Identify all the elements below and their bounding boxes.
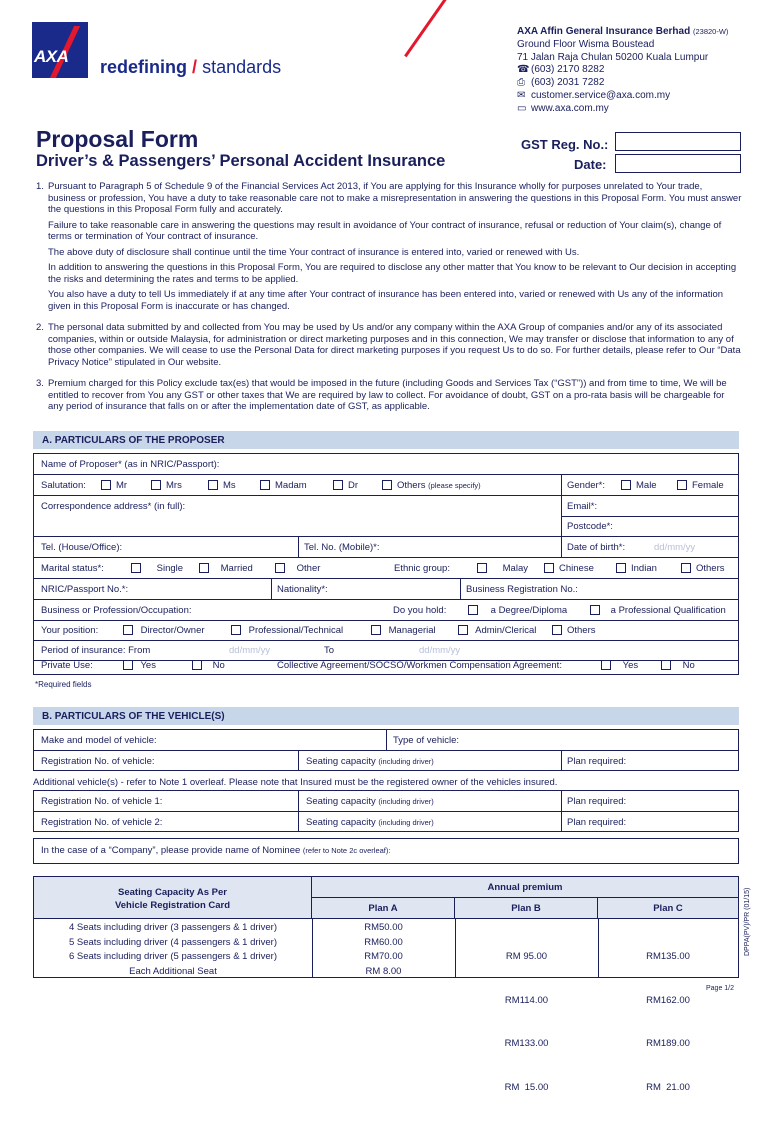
additional-note: Additional vehicle(s) - refer to Note 1 overleaf. Please note that Insured must be the registered owner of the vehicles insured. [33,777,558,788]
reg2-label: Registration No. of vehicle 2: [41,816,163,828]
row-name [34,454,738,475]
brn-label: Business Registration No.: [466,584,578,595]
plan-c-value: RM 21.00 [646,1081,690,1093]
tel-mobile-label: Tel. No. (Mobile)*: [304,542,380,553]
admin-checkbox[interactable] [458,625,468,635]
plan-b-header: Plan B [455,898,598,919]
computer-icon: ▭ [517,102,527,114]
company-address-2: 71 Jalan Raja Chulan 50200 Kuala Lumpur [517,51,709,63]
name-label: Name of Proposer* (as in NRIC/Passport): [41,459,220,470]
row-vehicle-2 [34,812,738,833]
section-a-heading: A. PARTICULARS OF THE PROPOSER [33,431,739,449]
plan1-label: Plan required: [567,796,627,807]
make-label: Make and model of vehicle: [41,735,157,746]
married-checkbox[interactable] [199,563,209,573]
collective-yes-checkbox[interactable] [601,660,611,670]
ethnic-label: Ethnic group: [394,563,450,574]
single-checkbox[interactable] [131,563,141,573]
company-address-1: Ground Floor Wisma Boustead [517,38,655,50]
others2-label: Others [696,563,725,574]
managerial-label: Managerial [388,625,436,636]
degree-checkbox[interactable] [468,605,478,615]
logo-text: AXA [34,47,69,66]
company-reg: (23820-W) [692,27,729,36]
nationality-label: Nationality*: [277,584,328,595]
do-you-hold-label: Do you hold: [393,605,447,616]
form-subtitle: Driver’s & Passengers’ Personal Accident Insurance [36,152,446,170]
mr-label: Mr [116,480,128,491]
seating1-label: Seating capacity [306,796,376,807]
private-yes-label: Yes [140,660,156,671]
nric-label: NRIC/Passport No.*: [41,584,129,595]
professional-checkbox[interactable] [231,625,241,635]
premium-col1-line2: Vehicle Registration Card [114,900,231,911]
plan-b-value: RM114.00 [504,994,549,1006]
required-note: *Required fields [35,680,92,689]
indian-checkbox[interactable] [616,563,626,573]
company-web[interactable]: www.axa.com.my [531,102,609,114]
note-1c: The above duty of disclosure shall continue until the time Your contract of insurance is entered into, varied or renewed with Us. [48,246,580,258]
chinese-checkbox[interactable] [544,563,554,573]
single-label: Single [156,563,184,574]
date-label: Date: [574,157,607,172]
plan-label: Plan required: [567,755,627,767]
plan-c-value: RM162.00 [646,994,690,1006]
section-a-form [33,453,739,675]
plan-b-value: RM 95.00 [505,951,548,962]
madam-checkbox[interactable] [260,480,270,490]
note-1e: You also have a duty to tell Us immediately if at any time after Your contract of insurance has been entered into, varied or renewed with Us any of the information given in this Proposal Form is inaccurate or has changed. [48,289,724,312]
prof-qual-label: a Professional Qualification [610,605,726,616]
plan-a-value: RM60.00 [364,936,403,948]
type-label: Type of vehicle: [393,735,460,746]
tagline-rest: standards [202,57,282,77]
others2-checkbox[interactable] [681,563,691,573]
row-address [34,496,738,537]
others3-checkbox[interactable] [552,625,562,635]
note-3-number: 3. [36,378,44,389]
gst-label: GST Reg. No.: [521,137,609,152]
private-no-label: No [212,660,225,671]
row-nric [34,579,738,600]
address-label: Correspondence address* (in full): [41,501,186,512]
company-fax: (603) 2031 7282 [531,77,605,89]
malay-checkbox[interactable] [477,563,487,573]
premium-col1-line1: Seating Capacity As Per [118,887,227,898]
reg1-label: Registration No. of vehicle 1: [41,796,163,807]
male-checkbox[interactable] [621,480,631,490]
managerial-checkbox[interactable] [371,625,381,635]
dob-placeholder[interactable]: dd/mm/yy [654,542,696,553]
collective-label: Collective Agreement/SOCSO/Workmen Compensation Agreement: [277,660,562,671]
malay-label: Malay [502,563,528,574]
marital-label: Marital status*: [41,563,104,574]
row-make [34,730,738,751]
page-number: Page 1/2 [706,985,735,992]
private-no-checkbox[interactable] [192,660,202,670]
female-checkbox[interactable] [677,480,687,490]
plan-c-value: RM135.00 [646,951,690,962]
gst-input[interactable] [615,132,741,151]
others-label: Others [397,480,426,491]
row-private-use [34,655,738,676]
tagline [100,57,281,78]
form-title: Proposal Form [36,126,199,152]
seating2-note: (including driver) [378,817,434,827]
premium-row-label: 6 Seats including driver (5 passengers & 1 driver) [68,951,278,962]
row-position [34,620,738,641]
ms-label: Ms [223,480,236,491]
row-salutation [34,475,738,496]
email-icon: ✉ [517,89,526,101]
married-label: Married [220,563,253,574]
period-label: Period of insurance: From [41,645,151,656]
private-use-label: Private Use: [41,660,93,671]
collective-yes-label: Yes [622,660,639,671]
fax-icon: ⎙ [517,77,525,89]
annual-premium-header: Annual premium [312,877,738,898]
notes [36,181,742,417]
seating-label: Seating capacity [306,755,376,767]
tagline-slash: / [192,57,198,77]
note-2-number: 2. [36,322,44,333]
postcode-label: Postcode*: [567,521,613,532]
seating-note: (including driver) [378,756,434,766]
dob-label: Date of birth*: [567,542,626,553]
plan-a-value: RM50.00 [364,922,403,933]
chinese-label: Chinese [559,563,594,574]
email-label: Email*: [567,501,598,512]
row-tel [34,537,738,558]
prof-qual-checkbox[interactable] [590,605,600,615]
plan-c-header: Plan C [598,898,738,919]
row-marital [34,558,738,579]
note-2: The personal data submitted by and collected from You may be used by Us and/or any company within the AXA Group of companies and/or any of its associated companies, within or outside Malaysia, for administration or direct marketing purposes and in this connection, We may transfer or disclose that information to any of those other companies. We will cease to use the Personal Data for direct marketing purposes if you request Us to do so. For further details, please refer to Our “Data Privacy Notice” stipulated in Our website. [48,322,741,368]
plan2-label: Plan required: [567,816,627,828]
note-1d: In addition to answering the questions in this Proposal Form, You are required to disclose any other matter that You know to be relevant to Our decision in accepting the risks and determining the rates and terms to be applied. [48,262,737,285]
degree-label: a Degree/Diploma [490,605,568,616]
company-info [517,26,728,116]
director-checkbox[interactable] [123,625,133,635]
mr-checkbox[interactable] [101,480,111,490]
professional-label: Professional/Technical [248,625,344,636]
male-label: Male [636,480,657,491]
position-label: Your position: [41,625,99,636]
period-from-placeholder[interactable]: dd/mm/yy [229,645,271,656]
private-yes-checkbox[interactable] [123,660,133,670]
tel-house-label: Tel. (House/Office): [41,542,123,553]
nominee-label: In the case of a “Company”, please provide name of Nominee [41,845,301,856]
salutation-label: Salutation: [41,480,86,491]
date-input[interactable] [615,154,741,173]
gender-label: Gender*: [567,480,606,491]
reg-label: Registration No. of vehicle: [41,755,155,767]
section-b-heading: B. PARTICULARS OF THE VEHICLE(S) [33,707,739,725]
row-reg [34,751,738,772]
plan-c-value: RM189.00 [646,1038,690,1049]
plan-a-value: RM70.00 [364,951,403,962]
plan-b-value: RM 15.00 [504,1081,549,1093]
mrs-label: Mrs [166,480,182,491]
others3-label: Others [567,625,596,636]
note-1-number: 1. [36,181,44,192]
decorative-red-line [404,0,452,57]
company-name: AXA Affin General Insurance Berhad [517,26,691,37]
plan-a-value: RM 8.00 [365,965,402,977]
indian-label: Indian [631,563,657,574]
additional-vehicles [33,790,739,832]
nominee-box[interactable] [33,838,739,864]
note-1a: Pursuant to Paragraph 5 of Schedule 9 of the Financial Services Act 2013, if You are applying for this Insurance wholly for purposes unrelated to Your trade, business or profession, You have a duty to take reasonable care not to make a misrepresentation in answering the questions in this Proposal Form. You must answer the questions in this Proposal Form fully and accurately. [48,181,742,215]
tagline-bold: redefining [100,57,188,77]
section-b-form [33,729,739,771]
dr-checkbox[interactable] [333,480,343,490]
madam-label: Madam [275,480,307,491]
collective-no-checkbox[interactable] [661,660,671,670]
other-label: Other [296,563,321,574]
nominee-note: (refer to Note 2c overleaf): [302,846,391,855]
business-label: Business or Profession/Occupation: [41,605,192,616]
premium-row-label: 5 Seats including driver (4 passengers & 1 driver) [68,936,278,948]
seating2-label: Seating capacity [306,816,376,828]
phone-icon: ☎ [517,64,530,76]
note-3: Premium charged for this Policy exclude tax(es) that would be imposed in the future (including Goods and Services Tax (“GST”)) and from time to time, We will be entitled to recover from You any GST or other taxes that We are required by law to collect. For avoidance of doubt, GST on a pro-rata basis will be chargeable for any period of insurance that falls on or after the implementation date of GST, as applicable. [48,378,727,412]
other-checkbox[interactable] [275,563,285,573]
others-note: (please specify) [428,481,481,490]
female-label: Female [692,480,724,491]
director-label: Director/Owner [140,625,205,636]
period-to-placeholder[interactable]: dd/mm/yy [419,645,461,656]
mrs-checkbox[interactable] [151,480,161,490]
side-code: DPPA(PV)/PR (01/15) [744,887,751,956]
company-email[interactable]: customer.service@axa.com.my [531,89,671,101]
ms-checkbox[interactable] [208,480,218,490]
plan-a-header: Plan A [312,898,455,919]
collective-no-label: No [682,660,695,671]
premium-row-label: Each Additional Seat [129,965,217,977]
admin-label: Admin/Clerical [475,625,537,636]
seating1-note: (including driver) [378,797,434,806]
plan-b-value: RM133.00 [504,1038,549,1049]
dr-label: Dr [348,480,359,491]
company-tel: (603) 2170 8282 [531,64,605,76]
row-business [34,600,738,621]
others-checkbox[interactable] [382,480,392,490]
note-1b: Failure to take reasonable care in answering the questions may result in avoidance of Your contract of insurance, refusal or reduction of Your claim(s), change of terms or termination of Your contract of insurance. [48,219,722,242]
to-label: To [324,645,335,656]
premium-row-label: 4 Seats including driver (3 passengers & 1 driver) [68,922,278,933]
row-vehicle-1 [34,791,738,812]
